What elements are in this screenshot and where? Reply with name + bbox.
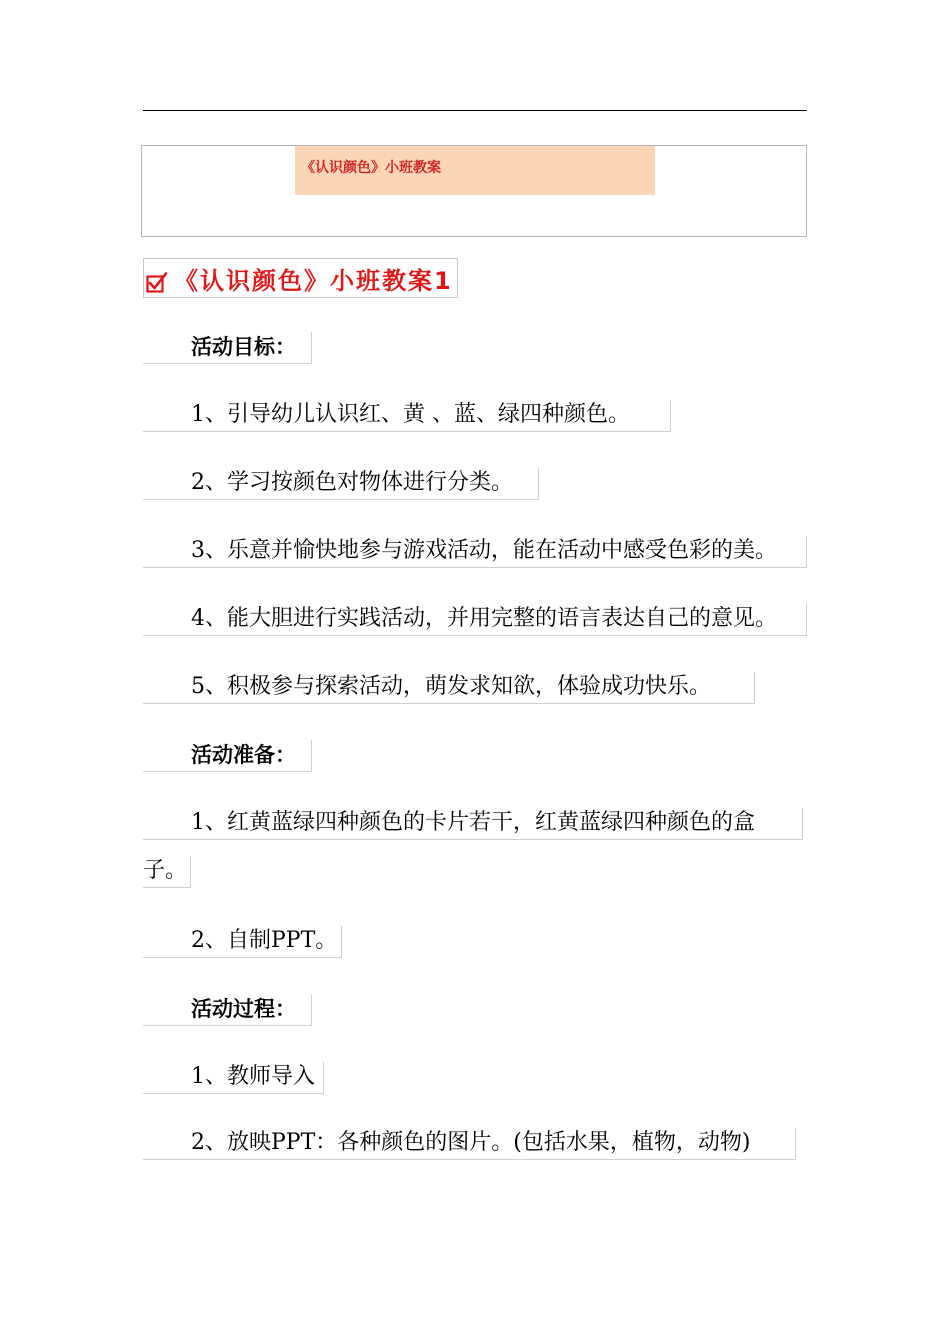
goal-item-text: 2、学习按颜色对物体进行分类。 bbox=[191, 470, 513, 495]
prep-item-continued bbox=[143, 856, 191, 888]
goal-item bbox=[143, 672, 755, 704]
prep-item bbox=[143, 926, 342, 958]
prep-heading bbox=[143, 740, 312, 772]
process-item-text: 2、放映PPT：各种颜色的图片。(包括水果，植物，动物) bbox=[191, 1130, 751, 1155]
goal-item-text: 3、乐意并愉快地参与游戏活动，能在活动中感受色彩的美。 bbox=[191, 538, 777, 563]
goals-heading-text: 活动目标： bbox=[191, 335, 296, 359]
doc-title bbox=[143, 258, 458, 298]
prep-item bbox=[143, 808, 803, 840]
header-banner-text: 《认识颜色》小班教案 bbox=[301, 160, 441, 176]
process-item bbox=[143, 1128, 796, 1160]
goal-item-text: 4、能大胆进行实践活动，并用完整的语言表达自己的意见。 bbox=[191, 606, 777, 631]
process-heading-text: 活动过程： bbox=[191, 997, 296, 1021]
process-item-text: 1、教师导入 bbox=[191, 1064, 315, 1089]
doc-title-text: 《认识颜色》小班教案1 bbox=[174, 267, 453, 295]
goal-item-text: 1、引导幼儿认识红、黄 、蓝、绿四种颜色。 bbox=[191, 402, 630, 427]
prep-item-text: 1、红黄蓝绿四种颜色的卡片若干，红黄蓝绿四种颜色的盒 bbox=[191, 810, 755, 835]
top-rule bbox=[143, 110, 807, 111]
goal-item-text: 5、积极参与探索活动，萌发求知欲，体验成功快乐。 bbox=[191, 674, 711, 699]
prep-item-text: 子。 bbox=[143, 858, 188, 883]
goal-item bbox=[143, 536, 807, 568]
prep-item-text: 2、自制PPT。 bbox=[191, 928, 338, 953]
prep-heading-text: 活动准备： bbox=[191, 743, 296, 767]
goal-item bbox=[143, 400, 671, 432]
goal-item bbox=[143, 468, 539, 500]
header-box bbox=[141, 145, 807, 237]
process-item bbox=[143, 1062, 324, 1094]
process-heading bbox=[143, 994, 312, 1026]
checkbox-checked-icon bbox=[146, 272, 168, 294]
goals-heading bbox=[143, 332, 312, 364]
header-banner bbox=[295, 146, 655, 195]
goal-item bbox=[143, 604, 807, 636]
